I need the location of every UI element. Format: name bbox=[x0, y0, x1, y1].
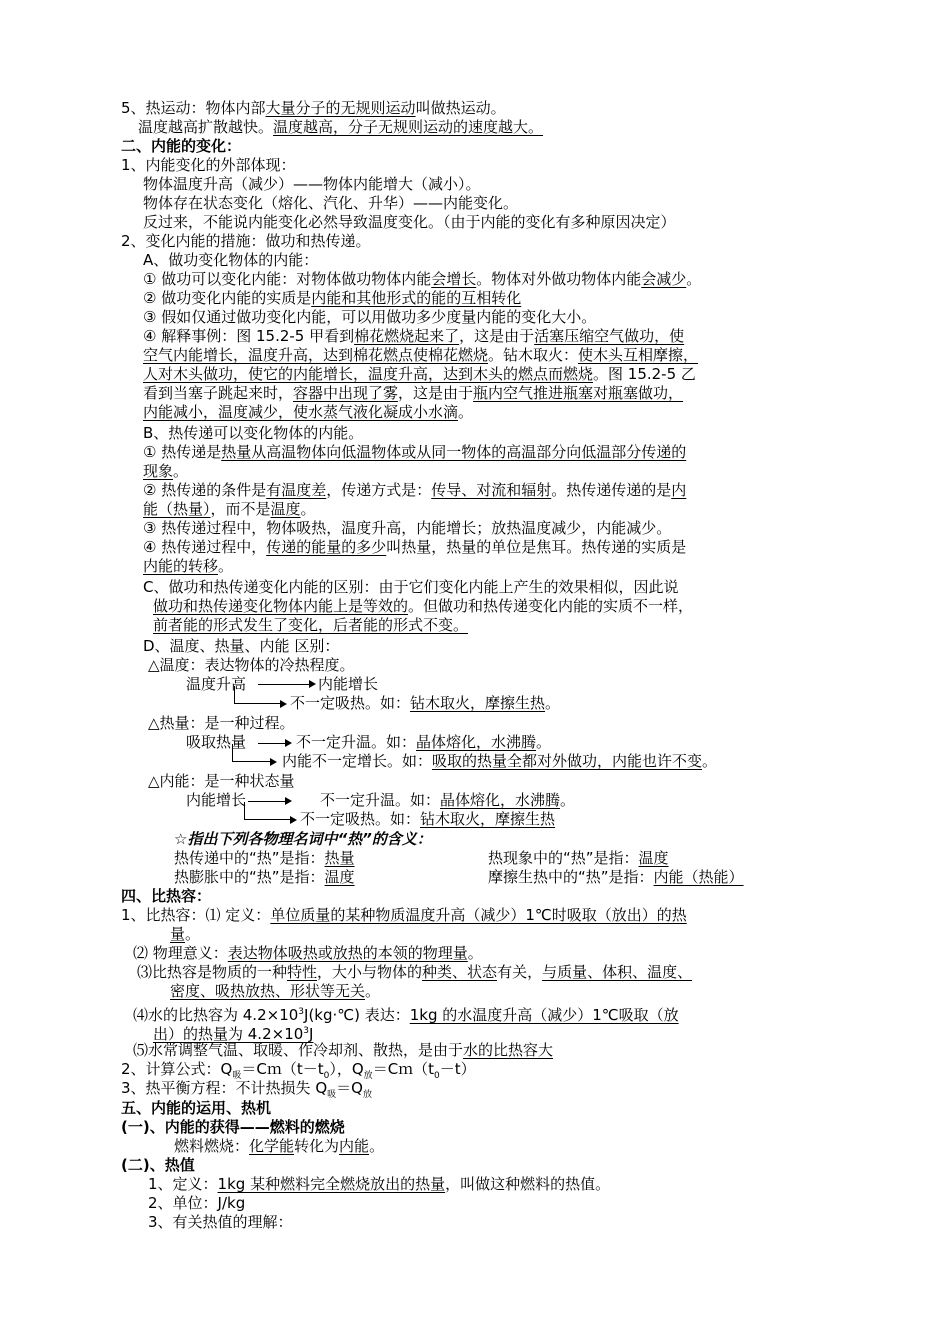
arrow-right-icon bbox=[258, 684, 314, 685]
b-2-line2: 能（热量），而不是温度。 bbox=[143, 500, 316, 518]
heading-heat-value: (二)、热值 bbox=[121, 1156, 195, 1174]
d-ie-rise: 内能增长 bbox=[186, 791, 247, 809]
item-2: 2、变化内能的措施：做功和热传递。 bbox=[121, 232, 371, 250]
sh-2: ⑵ 物理意义：表达物体吸热或放热的本领的物理量。 bbox=[133, 944, 483, 962]
hv-1: 1、定义：1kg 某种燃料完全燃烧放出的热量，叫做这种燃料的热值。 bbox=[148, 1175, 611, 1193]
sh-3-line1: ⑶比热容是物质的一种特性，大小与物体的种类、状态有关，与质量、体积、温度、 bbox=[137, 963, 693, 981]
d-heat-note1: 不一定升温。如：晶体熔化，水沸腾。 bbox=[296, 733, 552, 751]
item-1a: 物体温度升高（减少）——物体内能增大（减小）。 bbox=[143, 175, 481, 193]
sh-4-line1: ⑷水的比热容为 $4.2\times 10^3J(kg\cdot℃)$ 表达：1kg 的水温度升高（减少）1℃吸取（放 bbox=[133, 1006, 679, 1024]
fuel-line: 燃料燃烧：化学能转化为内能。 bbox=[174, 1137, 385, 1155]
d-ie-note2: 不一定吸热。如：钻木取火，摩擦生热 bbox=[300, 810, 556, 828]
heat-meaning-4: 摩擦生热中的“热”是指：内能（热能） bbox=[488, 868, 744, 886]
sh-1-line1: 1、比热容：⑴ 定义：单位质量的某种物质温度升高（减少）1℃时吸取（放出）的热 bbox=[121, 906, 687, 924]
b-2-line1: ② 热传递的条件是有温度差，传递方式是：传导、对流和辐射。热传递传递的是内 bbox=[143, 481, 687, 499]
heading-internal-energy-change: 二、内能的变化： bbox=[121, 137, 242, 155]
a-4-line4: 看到当塞子跳起来时，容器中出现了雾，这是由于瓶内空气推进瓶塞对瓶塞做功， bbox=[143, 384, 684, 402]
d-heat: △热量：是一种过程。 bbox=[148, 714, 295, 732]
section-c-line1: C、做功和热传递变化内能的区别：由于它们变化内能上产生的效果相似，因此说 bbox=[143, 578, 679, 596]
section-c-line3: 前者能的形式发生了变化，后者能的形式不变。 bbox=[153, 616, 469, 634]
heading-fuel: (一)、内能的获得——燃料的燃烧 bbox=[121, 1118, 345, 1136]
heat-meaning-3: 热膨胀中的“热”是指：温度 bbox=[174, 868, 355, 886]
heat-balance: 3、热平衡方程：不计热损失 $Q_吸=Q_放$ bbox=[121, 1079, 372, 1100]
line-heat-motion: 5、热运动：物体内部大量分子的无规则运动叫做热运动。 bbox=[121, 99, 506, 117]
hv-3: 3、有关热值的理解： bbox=[148, 1213, 293, 1231]
d-heat-note2: 内能不一定增长。如：吸取的热量全都对外做功，内能也许不变。 bbox=[282, 752, 718, 770]
b-1-line1: ① 热传递是热量从高温物体向低温物体或从同一物体的高温部分向低温部分传递的 bbox=[143, 443, 687, 461]
b-4-line2: 内能的转移。 bbox=[143, 557, 234, 575]
a-1: ① 做功可以变化内能：对物体做功物体内能会增长。物体对外做功物体内能会减少。 bbox=[143, 270, 702, 288]
sh-4-line2: 出）的热量为 $4.2\times 10^3J$ bbox=[153, 1025, 314, 1043]
sh-1-line2: 量。 bbox=[170, 925, 201, 943]
b-3: ③ 热传递过程中，物体吸热，温度升高，内能增长；放热温度减少，内能减少。 bbox=[143, 519, 672, 537]
sh-5: ⑸水常调整气温、取暖、作冷却剂、散热，是由于水的比热容大 bbox=[133, 1041, 554, 1059]
sh-3-line2: 密度、吸热放热、形状等无关。 bbox=[170, 982, 381, 1000]
heading-specific-heat: 四、比热容： bbox=[121, 887, 212, 905]
a-4-line3: 人对木头做功，使它的内能增长，温度升高，达到木头的燃点而燃烧。图 15.2-5 乙 bbox=[143, 365, 696, 383]
a-4-line5: 内能减小，温度减少，使水蒸气液化凝成小水滴。 bbox=[143, 403, 474, 421]
section-d: D、温度、热量、内能 区别： bbox=[143, 637, 340, 655]
d-temp-note: 不一定吸热。如：钻木取火，摩擦生热。 bbox=[290, 694, 561, 712]
star-heading: ☆指出下列各物理名词中“热”的含义： bbox=[174, 830, 432, 848]
d-ie-note1: 不一定升温。如：晶体熔化，水沸腾。 bbox=[320, 791, 576, 809]
calc-formula: 2、计算公式：$Q_吸=Cm(t-t_0)$，$Q_放=Cm(t_0-t)$ bbox=[121, 1060, 476, 1081]
item-1b: 物体存在状态变化（熔化、汽化、升华）——内能变化。 bbox=[143, 194, 519, 212]
line-diffusion: 温度越高扩散越快。温度越高，分子无规则运动的速度越大。 bbox=[138, 118, 544, 136]
elbow-arrow-icon bbox=[234, 686, 285, 704]
heat-meaning-1: 热传递中的“热”是指：热量 bbox=[174, 849, 355, 867]
heat-meaning-2: 热现象中的“热”是指：温度 bbox=[488, 849, 669, 867]
section-b: B、热传递可以变化物体的内能。 bbox=[143, 424, 364, 442]
a-4-line1: ④ 解释事例：图 15.2-5 甲看到棉花燃烧起来了，这是由于活塞压缩空气做功，使 bbox=[143, 327, 685, 345]
item-1c: 反过来，不能说内能变化必然导致温度变化。（由于内能的变化有多种原因决定） bbox=[143, 213, 676, 231]
item-1: 1、内能变化的外部体现： bbox=[121, 156, 296, 174]
elbow-arrow-icon bbox=[232, 744, 275, 762]
d-heat-absorb: 吸取热量 bbox=[186, 733, 247, 751]
a-3: ③ 假如仅通过做功变化内能，可以用做功多少度量内能的变化大小。 bbox=[143, 308, 597, 326]
b-1-line2: 现象。 bbox=[143, 462, 189, 480]
d-temp-ie-rise: 内能增长 bbox=[318, 675, 379, 693]
a-4-line2: 空气内能增长，温度升高，达到棉花燃点使棉花燃烧。钻木取火：使木头互相摩擦， bbox=[143, 346, 699, 364]
d-temperature: △温度：表达物体的冷热程度。 bbox=[148, 656, 355, 674]
d-internal-energy: △内能：是一种状态量 bbox=[148, 772, 295, 790]
section-a: A、做功变化物体的内能： bbox=[143, 251, 319, 269]
b-4-line1: ④ 热传递过程中，传递的能量的多少叫热量，热量的单位是焦耳。热传递的实质是 bbox=[143, 538, 687, 556]
hv-2: 2、单位：J/kg bbox=[148, 1194, 246, 1212]
heading-application: 五、内能的运用、热机 bbox=[121, 1099, 272, 1117]
section-c-line2: 做功和热传递变化物体内能上是等效的。但做功和热传递变化内能的实质不一样， bbox=[153, 597, 694, 615]
a-2: ② 做功变化内能的实质是内能和其他形式的能的互相转化 bbox=[143, 289, 522, 307]
elbow-arrow-icon bbox=[244, 802, 295, 820]
d-temp-rise: 温度升高 bbox=[186, 675, 247, 693]
